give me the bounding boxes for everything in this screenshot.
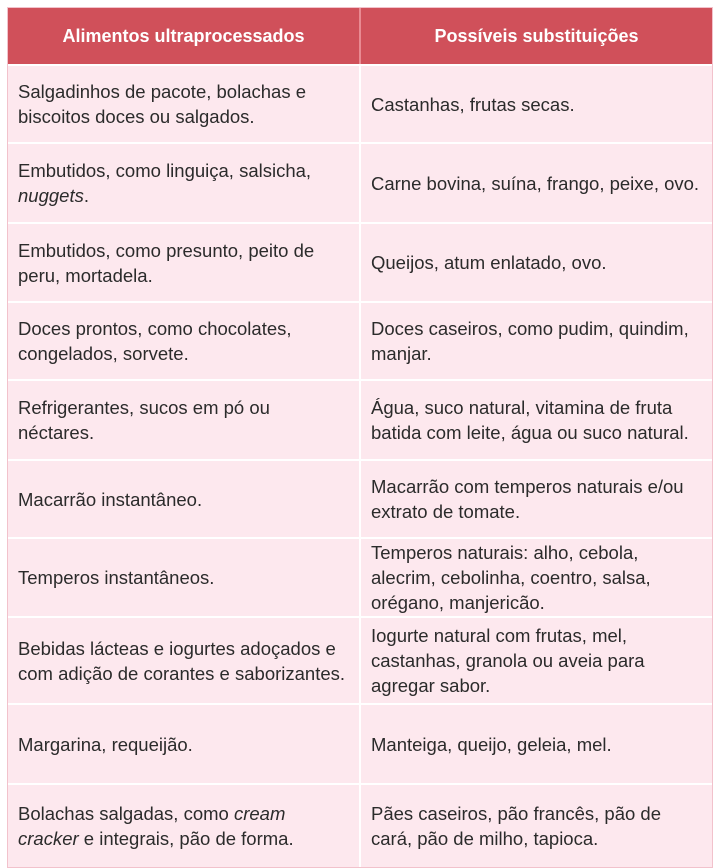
table-header	[8, 8, 712, 66]
table-row	[8, 461, 712, 539]
processed-food-cell: Bolachas salgadas, como cream cracker e integrais, pão de forma.	[8, 785, 361, 867]
processed-food-cell: Refrigerantes, sucos em pó ou néctares.	[8, 381, 361, 459]
substitution-cell: Manteiga, queijo, geleia, mel.	[371, 733, 612, 755]
substitution-cell: Iogurte natural com frutas, mel, castanhas, granola ou aveia para agregar sabor.	[371, 625, 645, 696]
substitution-cell: Pães caseiros, pão francês, pão de cará, pão de milho, tapioca.	[371, 803, 662, 849]
substitution-table	[7, 7, 713, 868]
table-row	[8, 224, 712, 303]
processed-food-cell: Embutidos, como presunto, peito de peru, mortadela.	[8, 224, 361, 301]
substitution-cell: Temperos naturais: alho, cebola, alecrim, cebolinha, coentro, salsa, orégano, manjericão.	[371, 542, 651, 613]
substitution-cell: Queijos, atum enlatado, ovo.	[371, 252, 607, 273]
substitution-cell: Macarrão com temperos naturais e/ou extrato de tomate.	[371, 476, 684, 522]
table-row	[8, 144, 712, 224]
table-row	[8, 66, 712, 144]
table-row	[8, 539, 712, 618]
table-row	[8, 705, 712, 785]
table-row	[8, 381, 712, 461]
table-row	[8, 618, 712, 705]
substitution-cell: Água, suco natural, vitamina de fruta batida com leite, água ou suco natural.	[371, 397, 689, 443]
table-row	[8, 785, 712, 867]
processed-food-cell: Bebidas lácteas e iogurtes adoçados e com adição de corantes e saborizantes.	[8, 618, 361, 703]
header-col-processed-foods: Alimentos ultraprocessados	[8, 8, 361, 64]
substitution-cell: Carne bovina, suína, frango, peixe, ovo.	[371, 172, 700, 194]
header-col-substitutions: Possíveis substituições	[434, 25, 639, 46]
processed-food-cell: Salgadinhos de pacote, bolachas e biscoitos doces ou salgados.	[8, 66, 361, 142]
processed-food-cell: Doces prontos, como chocolates, congelados, sorvete.	[8, 303, 361, 379]
processed-food-cell: Macarrão instantâneo.	[8, 461, 361, 537]
processed-food-cell: Embutidos, como linguiça, salsicha, nuggets.	[8, 144, 361, 222]
processed-food-cell: Margarina, requeijão.	[8, 705, 361, 783]
table-row	[8, 303, 712, 381]
processed-food-cell: Temperos instantâneos.	[8, 539, 361, 616]
substitution-cell: Castanhas, frutas secas.	[371, 93, 575, 115]
substitution-cell: Doces caseiros, como pudim, quindim, manjar.	[371, 318, 689, 364]
